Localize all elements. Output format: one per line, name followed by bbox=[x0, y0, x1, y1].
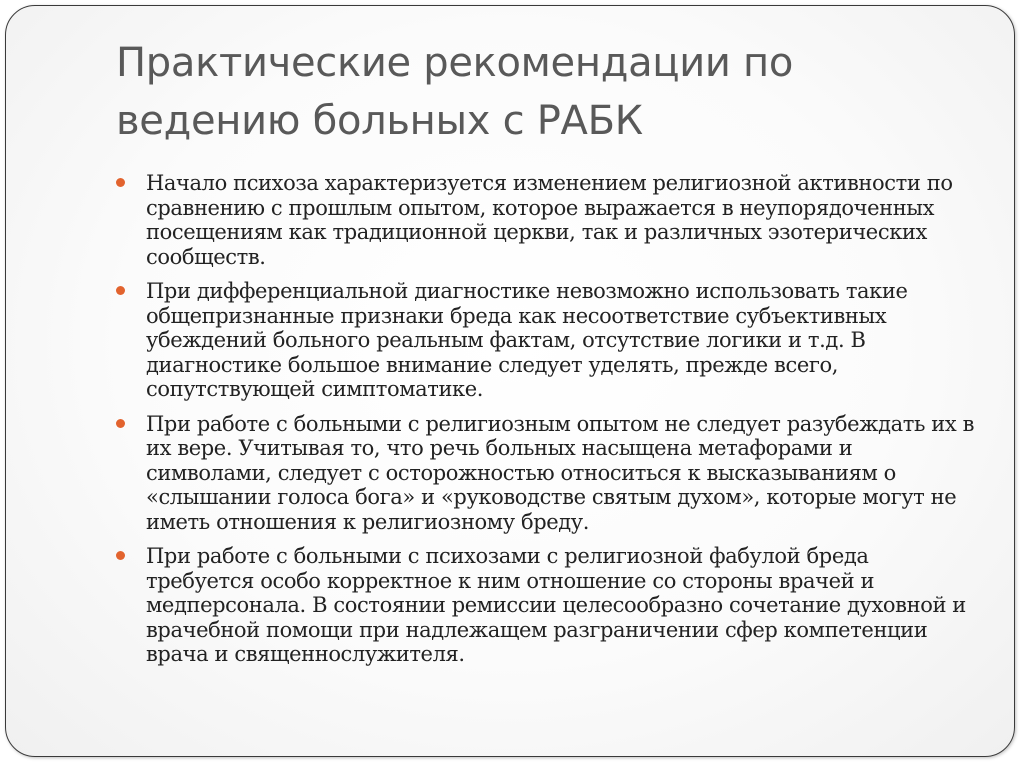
bullet-dot-icon bbox=[116, 419, 125, 428]
bullet-item bbox=[114, 412, 974, 535]
slide-title: Практические рекомендации по ведению больных с РАБК bbox=[116, 40, 794, 144]
bullet-text: При работе с больными с религиозным опытом не следует разубеждать их в их вере. Учитывая то, что речь больных насыщена метафорами и символами, следует с осторожностью относиться к высказываниям о «слышании голоса бога» и «руководстве святым духом», которые могут не иметь отношения к религиозному бреду. bbox=[146, 411, 975, 534]
bullet-item bbox=[114, 171, 974, 269]
bullet-text: При дифференциальной диагностике невозможно использовать такие общепризнанные признаки бреда как несоответствие субъективных убеждений больного реальным фактам, отсутствие логики и т.д. В диагностике большое внимание следует уделять, прежде всего, сопутствующей симптоматике. bbox=[146, 279, 908, 401]
bullet-list bbox=[114, 171, 974, 677]
bullet-dot-icon bbox=[116, 178, 125, 187]
bullet-item bbox=[114, 544, 974, 667]
slide-frame bbox=[5, 5, 1015, 757]
bullet-text: При работе с больными с психозами с религиозной фабулой бреда требуется особо корректное к ним отношение со стороны врачей и медперсонала. В состоянии ремиссии целесообразно сочетание духовной и врачебной помощи при надлежащем разграничении сфер компетенции врача и священнослужителя. bbox=[146, 544, 966, 666]
bullet-dot-icon bbox=[116, 286, 125, 295]
bullet-text: Начало психоза характеризуется изменением религиозной активности по сравнению с прошлым опытом, которое выражается в неупорядоченных посещениям как традиционной церкви, так и различных эзотерических сообществ. bbox=[146, 171, 953, 269]
bullet-item bbox=[114, 279, 974, 402]
bullet-dot-icon bbox=[116, 551, 125, 560]
